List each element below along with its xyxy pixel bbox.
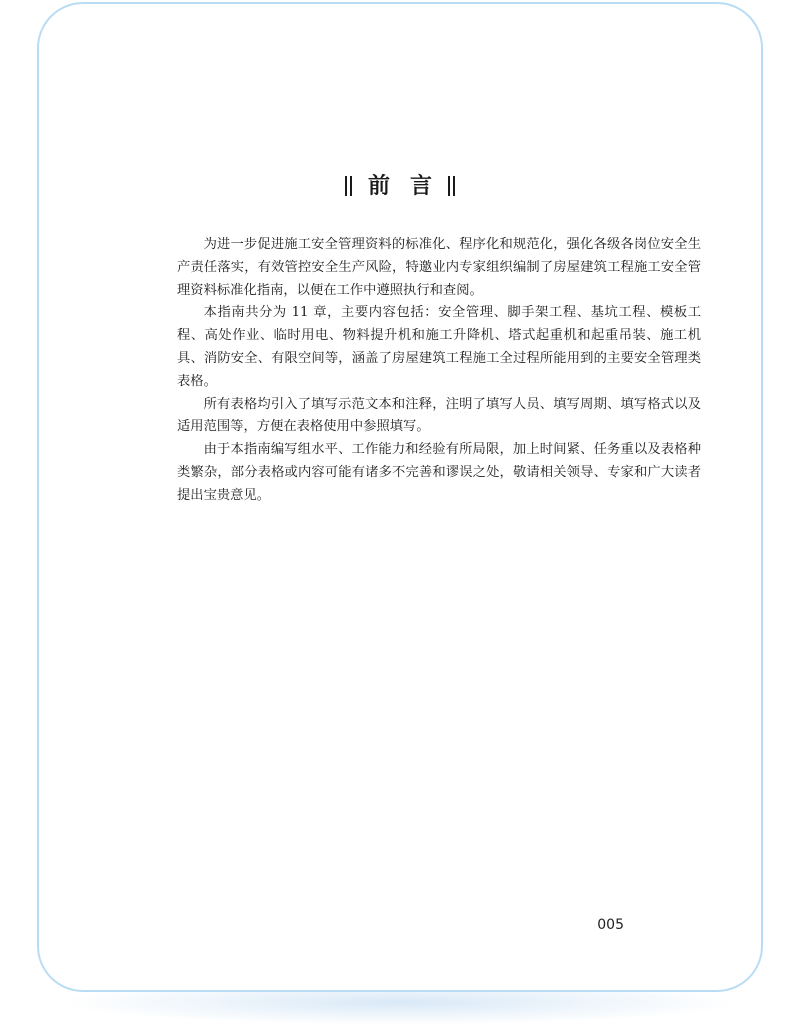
title-text: 前言 — [367, 173, 452, 199]
title-right-bar — [448, 176, 455, 196]
page-title — [39, 169, 761, 202]
page-card — [37, 2, 763, 992]
paragraph-2: 本指南共分为 11 章，主要内容包括：安全管理、脚手架工程、基坑工程、模板工程、高处作业、临时用电、物料提升机和施工升降机、塔式起重机和起重吊装、施工机具、消防安全、有限空间等，涵盖了房屋建筑工程施工全过程所能用到的主要安全管理类表格。 — [177, 305, 701, 389]
page-number: 005 — [597, 917, 624, 933]
preface-body — [177, 234, 701, 508]
paragraph-3: 所有表格均引入了填写示范文本和注释，注明了填写人员、填写周期、填写格式以及适用范围等，方便在表格使用中参照填写。 — [177, 396, 701, 435]
title-left-bar — [345, 176, 352, 196]
paragraph-4: 由于本指南编写组水平、工作能力和经验有所局限，加上时间紧、任务重以及表格种类繁杂，部分表格或内容可能有诸多不完善和谬误之处，敬请相关领导、专家和广大读者提出宝贵意见。 — [177, 442, 701, 503]
paragraph-1: 为进一步促进施工安全管理资料的标准化、程序化和规范化，强化各级各岗位安全生产责任落实，有效管控安全生产风险，特邀业内专家组织编制了房屋建筑工程施工安全管理资料标准化指南，以便在工作中遵照执行和查阅。 — [177, 237, 701, 298]
